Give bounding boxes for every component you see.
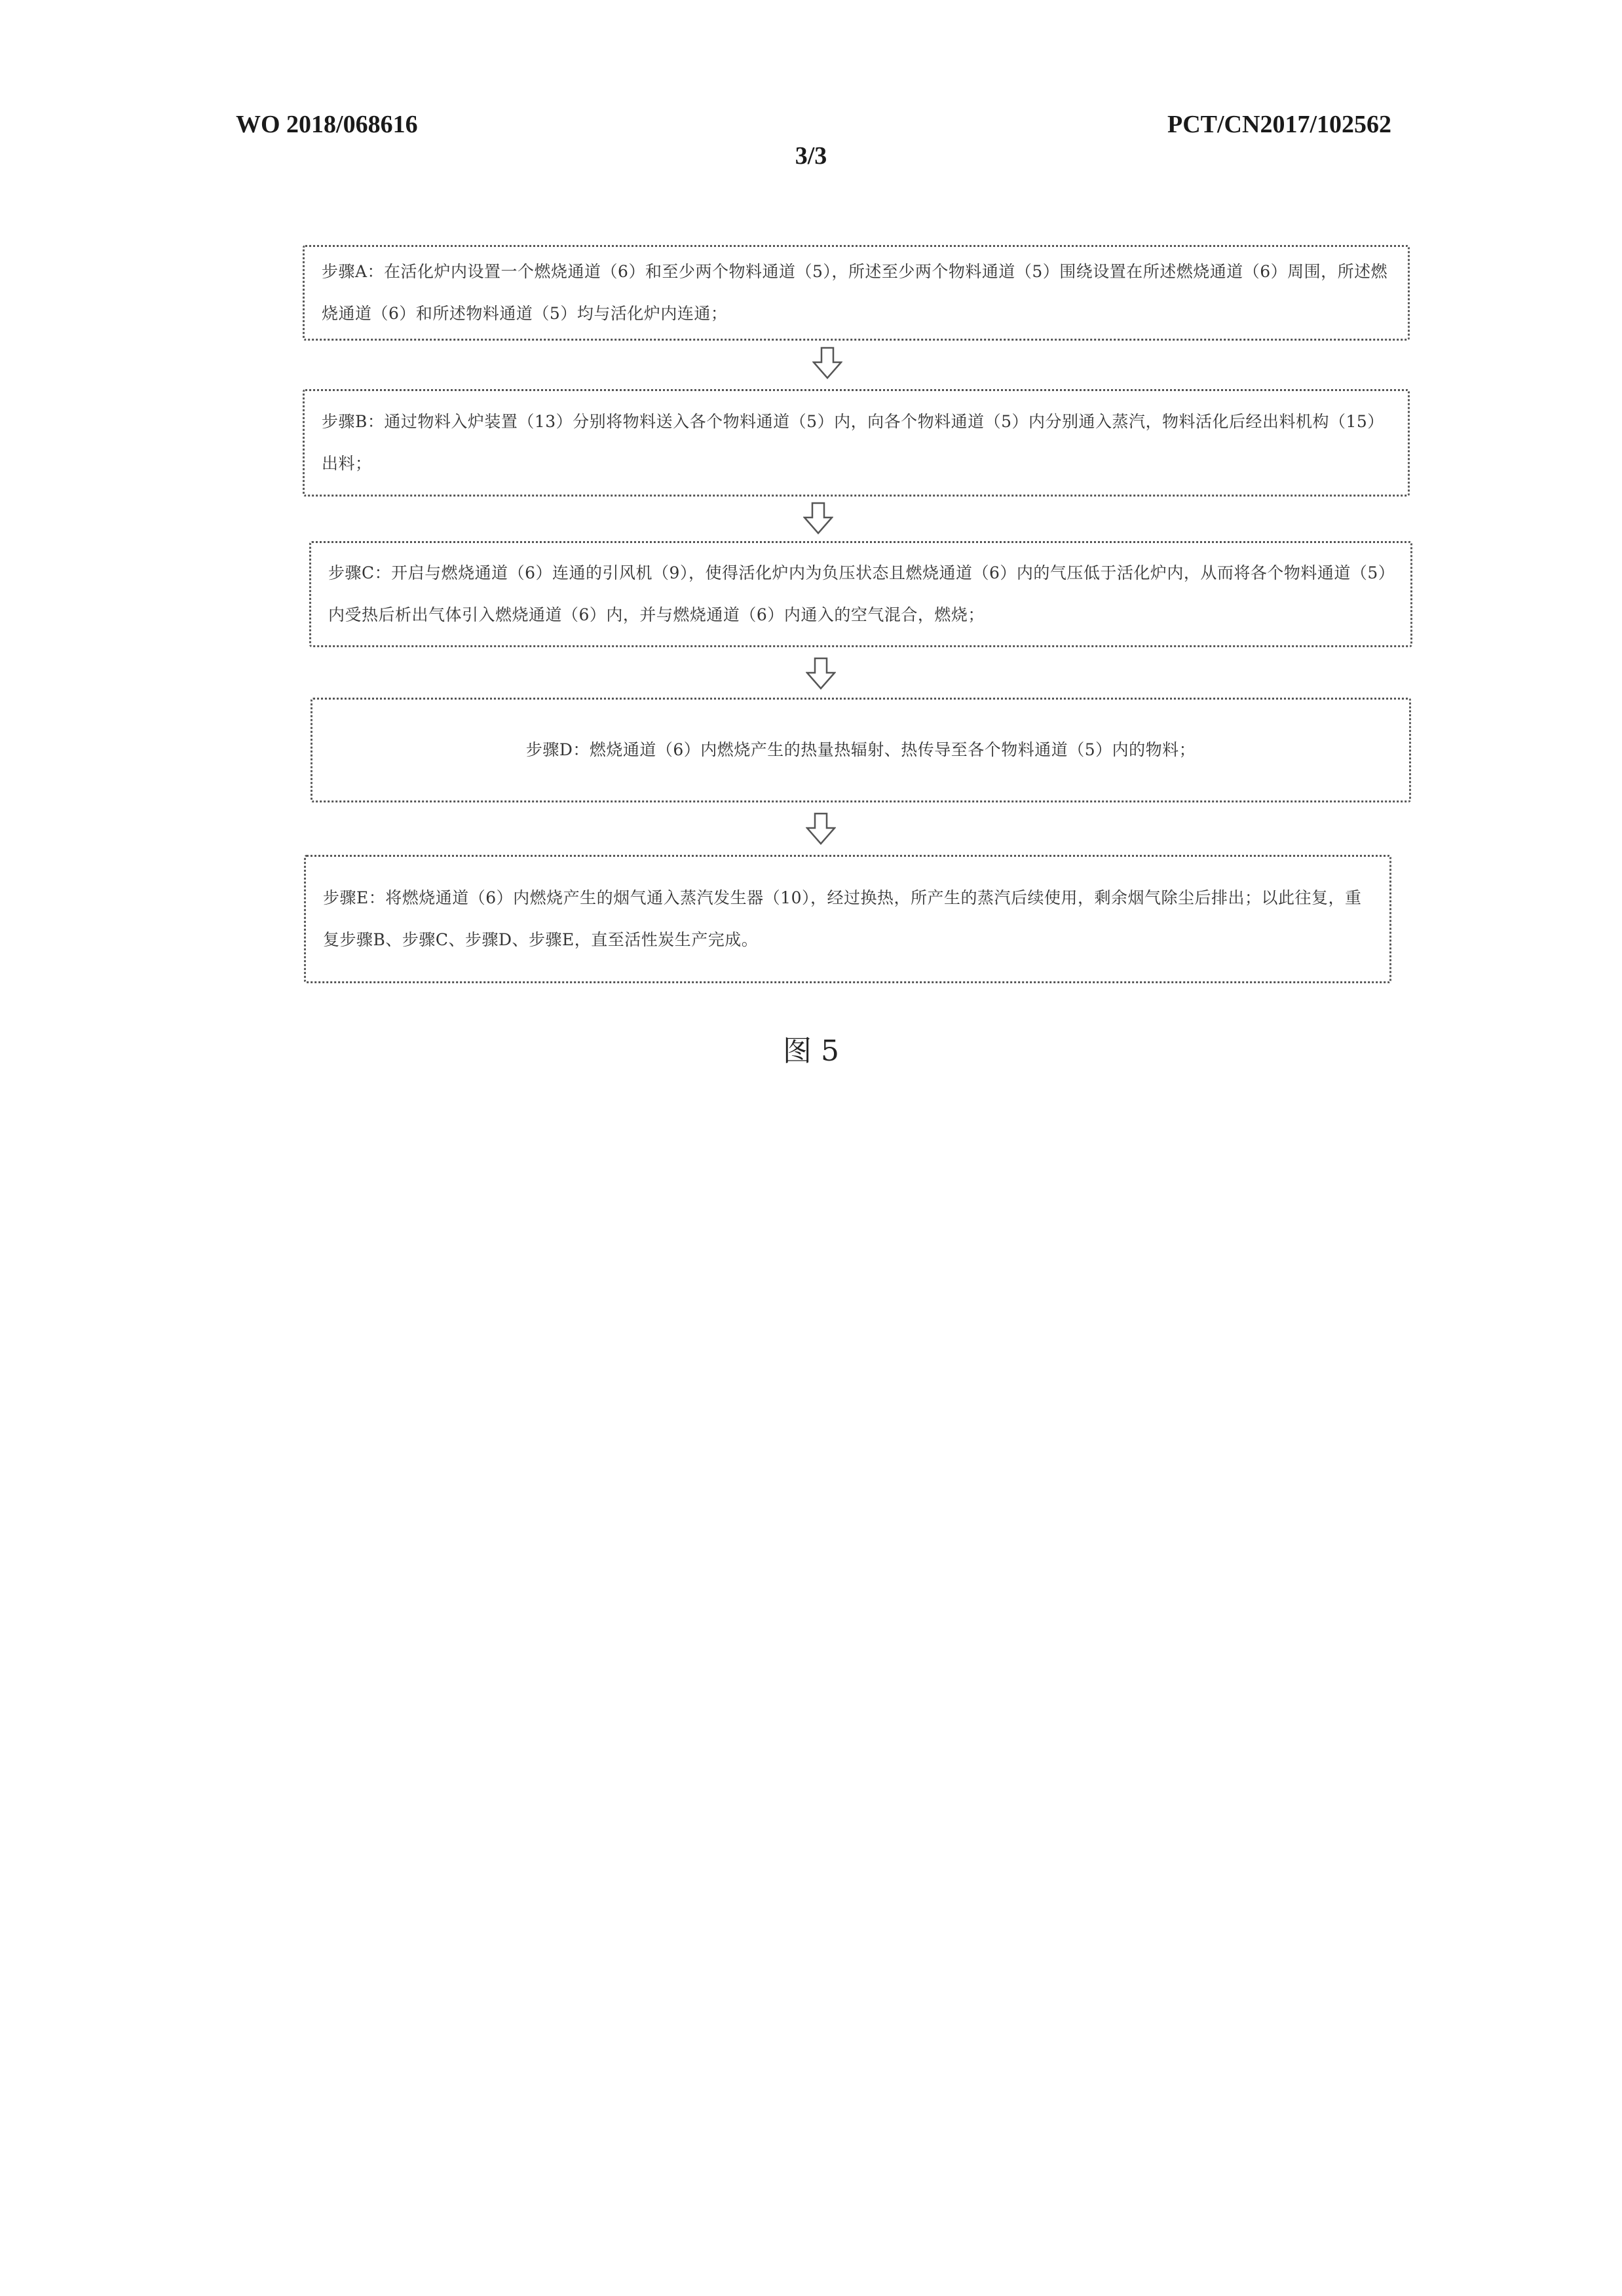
step-a-box [303,245,1410,341]
step-b-text: 步骤B：通过物料入炉装置（13）分别将物料送入各个物料通道（5）内，向各个物料通道（5）内分别通入蒸汽，物料活化后经出料机构（15）出料； [322,412,1384,473]
step-b-box [303,389,1410,497]
page-number: 3/3 [795,142,827,170]
down-arrow-icon [806,812,836,845]
step-d-box [311,698,1411,802]
down-arrow-icon [812,347,842,379]
step-e-text: 步骤E：将燃烧通道（6）内燃烧产生的烟气通入蒸汽发生器（10），经过换热，所产生的蒸汽后续使用，剩余烟气除尘后排出；以此往复，重复步骤B、步骤C、步骤D、步骤E，直至活性炭生产完成。 [323,888,1362,949]
step-d-text: 步骤D：燃烧通道（6）内燃烧产生的热量热辐射、热传导至各个物料通道（5）内的物料； [525,740,1196,759]
publication-number: WO 2018/068616 [236,111,418,138]
step-a-text: 步骤A：在活化炉内设置一个燃烧通道（6）和至少两个物料通道（5），所述至少两个物料通道（5）围绕设置在所述燃烧通道（6）周围，所述燃烧通道（6）和所述物料通道（5）均与活化炉内连通； [322,262,1388,323]
down-arrow-icon [806,657,836,690]
down-arrow-icon [803,502,833,535]
step-e-box [304,855,1391,983]
application-number: PCT/CN2017/102562 [1167,111,1391,138]
step-c-text: 步骤C：开启与燃烧通道（6）连通的引风机（9），使得活化炉内为负压状态且燃烧通道（6）内的气压低于活化炉内，从而将各个物料通道（5）内受热后析出气体引入燃烧通道（6）内，并与燃烧通道（6）内通入的空气混合，燃烧； [328,563,1387,624]
figure-caption: 图 5 [783,1034,839,1068]
step-c-box [309,541,1412,647]
